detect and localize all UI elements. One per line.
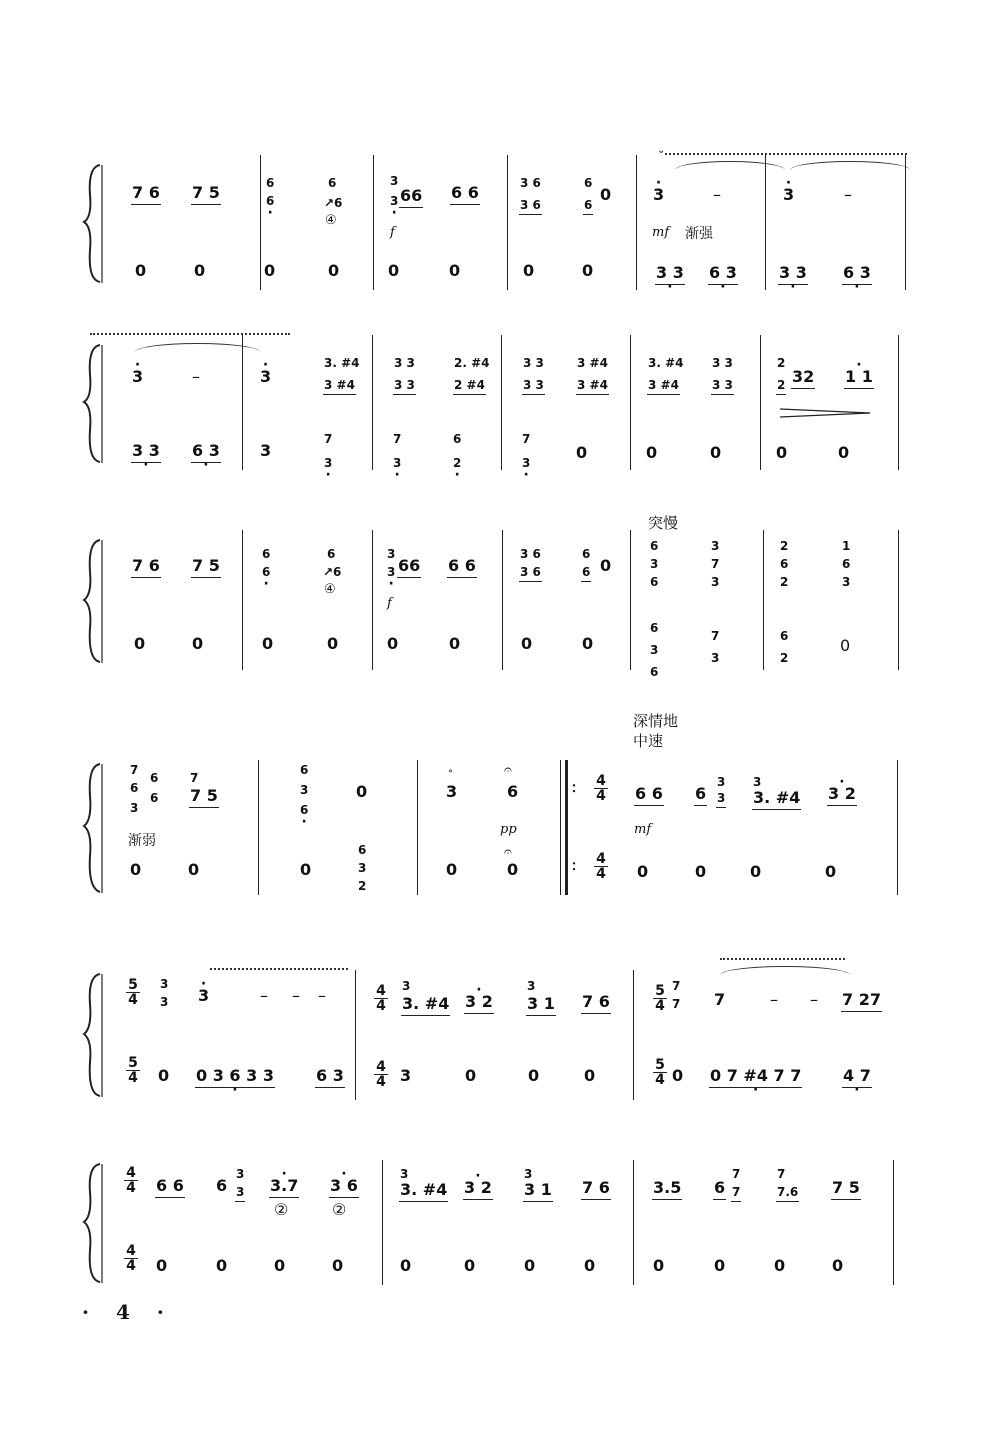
note: 3: [446, 782, 458, 801]
chord-note: 7: [711, 629, 720, 643]
chord-note: 3: [358, 861, 367, 875]
note: 3. #4: [324, 356, 360, 370]
note: 3: [717, 791, 726, 805]
ottava-line: [720, 958, 845, 960]
string-marking: ②: [332, 1200, 347, 1219]
barline: [760, 335, 761, 470]
system-3: [80, 514, 910, 679]
note: 32: [792, 367, 815, 386]
barline: [502, 530, 503, 670]
note: 6 6: [156, 1176, 184, 1195]
string-marking: ②: [274, 1200, 289, 1219]
note: 0: [449, 261, 461, 280]
barline: [382, 1160, 383, 1285]
note: 0: [584, 1256, 596, 1275]
note: 66: [400, 186, 423, 205]
note: · 4 7: [843, 1068, 871, 1084]
note: 3 #4: [648, 378, 679, 392]
barline: [636, 155, 637, 290]
time-signature: 4 4: [374, 1060, 388, 1089]
chord-note: 2: [780, 539, 789, 553]
note: 3: [160, 995, 169, 1009]
note: 3. #4: [753, 788, 801, 807]
note: · 2: [453, 457, 461, 469]
note: · 3: [260, 369, 271, 385]
chord-note: 6: [150, 791, 159, 805]
chord-note: 3: [300, 783, 309, 797]
note: 0: [446, 860, 458, 879]
note: 0: [465, 1066, 477, 1085]
time-signature: 4 4: [374, 984, 388, 1013]
note: · 3.7: [270, 1178, 298, 1194]
note: 7: [522, 432, 531, 446]
note: 3.5: [653, 1178, 682, 1197]
barline: [763, 530, 764, 670]
note: 0: [388, 261, 400, 280]
note: 0: [194, 261, 206, 280]
repeat-dots: :: [571, 854, 578, 875]
note: 6: [453, 432, 462, 446]
note: 0: [449, 634, 461, 653]
note: 0: [840, 636, 851, 655]
chord-note: 3: [711, 539, 720, 553]
note: 6: [327, 547, 336, 561]
note: 7: [190, 771, 199, 785]
note: 3: [236, 1185, 245, 1199]
note: 2. #4: [454, 356, 490, 370]
chord-note: 6: [780, 629, 789, 643]
note: 0: [327, 634, 339, 653]
note: · 3 3: [779, 265, 807, 281]
barline: [905, 155, 906, 290]
chord-note: 2: [358, 879, 367, 893]
note: 0: [646, 443, 658, 462]
note: · 3: [198, 988, 209, 1004]
note: 7 6: [582, 1178, 610, 1197]
rest-dash: –: [810, 990, 818, 1009]
barline: [373, 155, 374, 290]
note: 3. #4: [402, 994, 450, 1013]
note: 0: [156, 1256, 168, 1275]
note: 7: [324, 432, 333, 446]
note: 3 #4: [324, 378, 355, 392]
note: · 3: [393, 457, 401, 469]
chord-note: 7: [711, 557, 720, 571]
note: 7 5: [190, 786, 218, 805]
note: 0: [135, 261, 147, 280]
note: 2: [777, 378, 786, 392]
note: 0: [356, 782, 368, 801]
barline: [417, 760, 418, 895]
note: · 3 6: [330, 1178, 358, 1194]
time-signature: 4 4: [594, 852, 608, 881]
system-2: [80, 335, 910, 470]
barline: [242, 530, 243, 670]
note: 0: [584, 1066, 596, 1085]
chord-note: 2: [780, 651, 789, 665]
note: 0: [130, 860, 142, 879]
note: 6: [582, 565, 591, 579]
note: 3: [400, 1066, 412, 1085]
note: 3: [527, 979, 536, 993]
note: · 1 1: [845, 369, 873, 385]
note: 7 6: [132, 556, 160, 575]
note: 6: [714, 1178, 726, 1197]
barline: [242, 335, 243, 470]
rest-dash: –: [844, 185, 852, 204]
tempo-text: 中速: [633, 732, 664, 750]
chord-note: 3: [130, 801, 139, 815]
note: 3: [753, 775, 762, 789]
note: · 3 2: [828, 786, 856, 802]
time-signature: 4 4: [124, 1244, 138, 1273]
repeat-barline: [565, 760, 568, 895]
barline: [260, 155, 261, 290]
note: 0: [216, 1256, 228, 1275]
note: 0: [582, 261, 594, 280]
slur: [675, 161, 785, 170]
time-signature: 4 4: [594, 774, 608, 803]
note: 3 6: [520, 198, 541, 212]
fermata-mark: 𝄐: [504, 844, 512, 860]
note: 7 6: [582, 992, 610, 1011]
note: 0: [188, 860, 200, 879]
note: · 6 3: [843, 265, 871, 281]
note: 0: [332, 1256, 344, 1275]
slur: [720, 966, 850, 975]
note: ↗6: [324, 196, 343, 210]
note: · 3: [324, 457, 332, 469]
note: 6 6: [635, 784, 663, 803]
page-number: · 4 ·: [82, 1300, 174, 1324]
ottava-line: [210, 968, 348, 970]
barline: [372, 335, 373, 470]
time-signature: 5 4: [126, 1056, 140, 1085]
note: 0: [750, 862, 762, 881]
barline: [898, 530, 899, 670]
note: · 6 3: [192, 443, 220, 459]
chord-note: 3: [711, 651, 720, 665]
barline: [507, 155, 508, 290]
barline: [372, 530, 373, 670]
note: 0: [576, 443, 588, 462]
system-1: [80, 145, 910, 290]
note: · 3: [783, 187, 794, 203]
note: 3. #4: [648, 356, 684, 370]
barline: [633, 970, 634, 1100]
rest-dash: –: [192, 367, 200, 386]
note: 3 6: [520, 176, 541, 190]
time-signature: 5 4: [653, 984, 667, 1013]
note: 0: [328, 261, 340, 280]
note: 3 3: [523, 356, 544, 370]
note: 7 5: [832, 1178, 860, 1197]
note: 3: [160, 977, 169, 991]
note: 0: [274, 1256, 286, 1275]
note: 3 3: [712, 378, 733, 392]
chord-note: 3: [711, 575, 720, 589]
note: · 3: [522, 457, 530, 469]
dynamic-f: f: [387, 596, 392, 611]
chord-note: 6: [842, 557, 851, 571]
note: 3 #4: [577, 378, 608, 392]
rest-dash: –: [292, 986, 300, 1005]
chord-note: 7: [130, 763, 139, 777]
note: · 3 2: [465, 994, 493, 1010]
note: 0: [262, 634, 274, 653]
decrescendo-hairpin: [780, 407, 872, 419]
note: 3 3: [712, 356, 733, 370]
note: 0: [838, 443, 850, 462]
note: 0: [192, 634, 204, 653]
barline: [897, 760, 898, 895]
note: 3. #4: [400, 1180, 448, 1199]
note: · 3: [653, 187, 664, 203]
chord-note: 6: [780, 557, 789, 571]
note: · 3 3: [656, 265, 684, 281]
note: · 0 3 6 3 3: [196, 1068, 274, 1084]
note: 3: [236, 1167, 245, 1181]
chord-note: · 6: [300, 804, 308, 816]
note: 3: [524, 1167, 533, 1181]
system-6: [80, 1160, 910, 1285]
note: 66: [398, 556, 421, 575]
note: · 3 3: [132, 443, 160, 459]
note: 6: [262, 547, 271, 561]
note: 6: [216, 1176, 228, 1195]
note: 3 3: [394, 356, 415, 370]
note: 7 6: [132, 183, 160, 202]
note: 7: [732, 1185, 741, 1199]
note: 6: [695, 784, 707, 803]
note: 7 27: [842, 990, 881, 1009]
note: 0: [264, 261, 276, 280]
ottava-line: [90, 333, 290, 335]
note: · 3: [390, 195, 398, 207]
chord-note: 3: [650, 557, 659, 571]
note: 0: [400, 1256, 412, 1275]
crescendo-text: 渐强: [685, 226, 713, 242]
note: 6: [584, 176, 593, 190]
brace: [80, 760, 104, 895]
dynamic-f: f: [390, 225, 395, 240]
note: 6: [582, 547, 591, 561]
time-signature: 4 4: [124, 1166, 138, 1195]
note: 3 #4: [577, 356, 608, 370]
ottava-line: [665, 153, 907, 155]
note: 0: [524, 1256, 536, 1275]
rest-dash: –: [713, 185, 721, 204]
brace: [80, 1160, 104, 1285]
note: 0: [464, 1256, 476, 1275]
note: 3: [387, 547, 396, 561]
chord-note: 6: [358, 843, 367, 857]
note: · 3: [132, 369, 143, 385]
note: 0: [582, 634, 594, 653]
system-4: [80, 712, 910, 895]
note: · 3 2: [464, 1180, 492, 1196]
barline: [893, 1160, 894, 1285]
note: 0: [507, 860, 519, 879]
note: 0: [776, 443, 788, 462]
expression-text: 深情地: [633, 712, 679, 730]
chord-note: 6: [150, 771, 159, 785]
note: 7.6: [777, 1185, 799, 1199]
note: 0: [825, 862, 837, 881]
fermata-mark: 𝄐: [504, 762, 512, 778]
note: 0: [710, 443, 722, 462]
barline: [258, 760, 259, 895]
chord-note: 6: [130, 781, 139, 795]
note: 0: [134, 634, 146, 653]
system-5: [80, 970, 910, 1100]
note: 0: [774, 1256, 786, 1275]
chord-note: 6: [650, 539, 659, 553]
note: 3 1: [527, 994, 555, 1013]
note: 0: [387, 634, 399, 653]
note: 0: [300, 860, 312, 879]
barline: [765, 155, 766, 290]
note: 6 3: [316, 1066, 344, 1085]
note: 7 5: [192, 183, 220, 202]
note: 3 3: [523, 378, 544, 392]
note: 3: [260, 441, 272, 460]
note: 0: [528, 1066, 540, 1085]
chord-note: 6: [300, 763, 309, 777]
note: 7: [714, 990, 726, 1009]
note: 6: [328, 176, 337, 190]
chord-note: 6: [650, 575, 659, 589]
dynamic-mf: mf: [634, 822, 652, 837]
rest-dash: –: [770, 990, 778, 1009]
brace: [80, 155, 104, 290]
note: 0: [637, 862, 649, 881]
chord-note: 2: [780, 575, 789, 589]
barline: [560, 760, 561, 895]
note: 2 #4: [454, 378, 485, 392]
dynamic-mf: mf: [652, 225, 670, 240]
note: 7: [777, 1167, 786, 1181]
note: 3 6: [520, 565, 541, 579]
chord-note: 6: [650, 621, 659, 635]
barline: [633, 1160, 634, 1285]
note: 7: [672, 979, 681, 993]
note: 3 1: [524, 1180, 552, 1199]
note: 7: [732, 1167, 741, 1181]
chord-note: 3: [842, 575, 851, 589]
barline: [898, 335, 899, 470]
note: 7: [672, 997, 681, 1011]
note: 2: [777, 356, 786, 370]
note: 0: [672, 1066, 684, 1085]
note: 3: [400, 1167, 409, 1181]
chord-note: 1: [842, 539, 851, 553]
rest-dash: –: [318, 986, 326, 1005]
note: 0: [600, 556, 612, 575]
note: 3 3: [394, 378, 415, 392]
note: 3: [717, 775, 726, 789]
tempo-text: 突慢: [648, 514, 679, 532]
note: 3: [402, 979, 411, 993]
note: 0: [158, 1066, 170, 1085]
brace: [80, 970, 104, 1100]
note: ↗6: [323, 565, 342, 579]
barline: [355, 970, 356, 1100]
slur: [790, 161, 910, 170]
brace: [80, 335, 104, 470]
time-signature: 5 4: [653, 1058, 667, 1087]
page-number-value: 4: [115, 1300, 140, 1324]
note: · 6: [262, 566, 270, 578]
barline: [630, 335, 631, 470]
note: 6: [584, 198, 593, 212]
fermata-mark: ∘: [448, 766, 453, 777]
dynamic-pp: pp: [500, 822, 517, 837]
diminuendo-text: 渐弱: [128, 833, 156, 849]
note: 0: [832, 1256, 844, 1275]
barline: [630, 530, 631, 670]
note: · 6: [266, 195, 274, 207]
note: 0: [521, 634, 533, 653]
note: · 3: [387, 566, 395, 578]
note: 6: [507, 782, 519, 801]
time-signature: 5 4: [126, 978, 140, 1007]
note: 0: [653, 1256, 665, 1275]
brace: [80, 530, 104, 670]
string-marking: ④: [324, 582, 336, 597]
chord-note: 6: [650, 665, 659, 679]
note: 6 6: [448, 556, 476, 575]
repeat-dots: :: [571, 776, 578, 797]
note: · 0 7 #4 7 7: [710, 1068, 801, 1084]
note: 3 6: [520, 547, 541, 561]
string-marking: ④: [325, 213, 337, 228]
note: 0: [695, 862, 707, 881]
note: 3: [390, 174, 399, 188]
note: 6: [266, 176, 275, 190]
note: 6 6: [451, 183, 479, 202]
note: 7: [393, 432, 402, 446]
barline: [501, 335, 502, 470]
note: 7 5: [192, 556, 220, 575]
rest-dash: –: [260, 986, 268, 1005]
chord-note: 3: [650, 643, 659, 657]
note: 0: [600, 185, 612, 204]
note: · 6 3: [709, 265, 737, 281]
accent-mark: ⌄: [657, 145, 666, 156]
note: 0: [523, 261, 535, 280]
note: 0: [714, 1256, 726, 1275]
